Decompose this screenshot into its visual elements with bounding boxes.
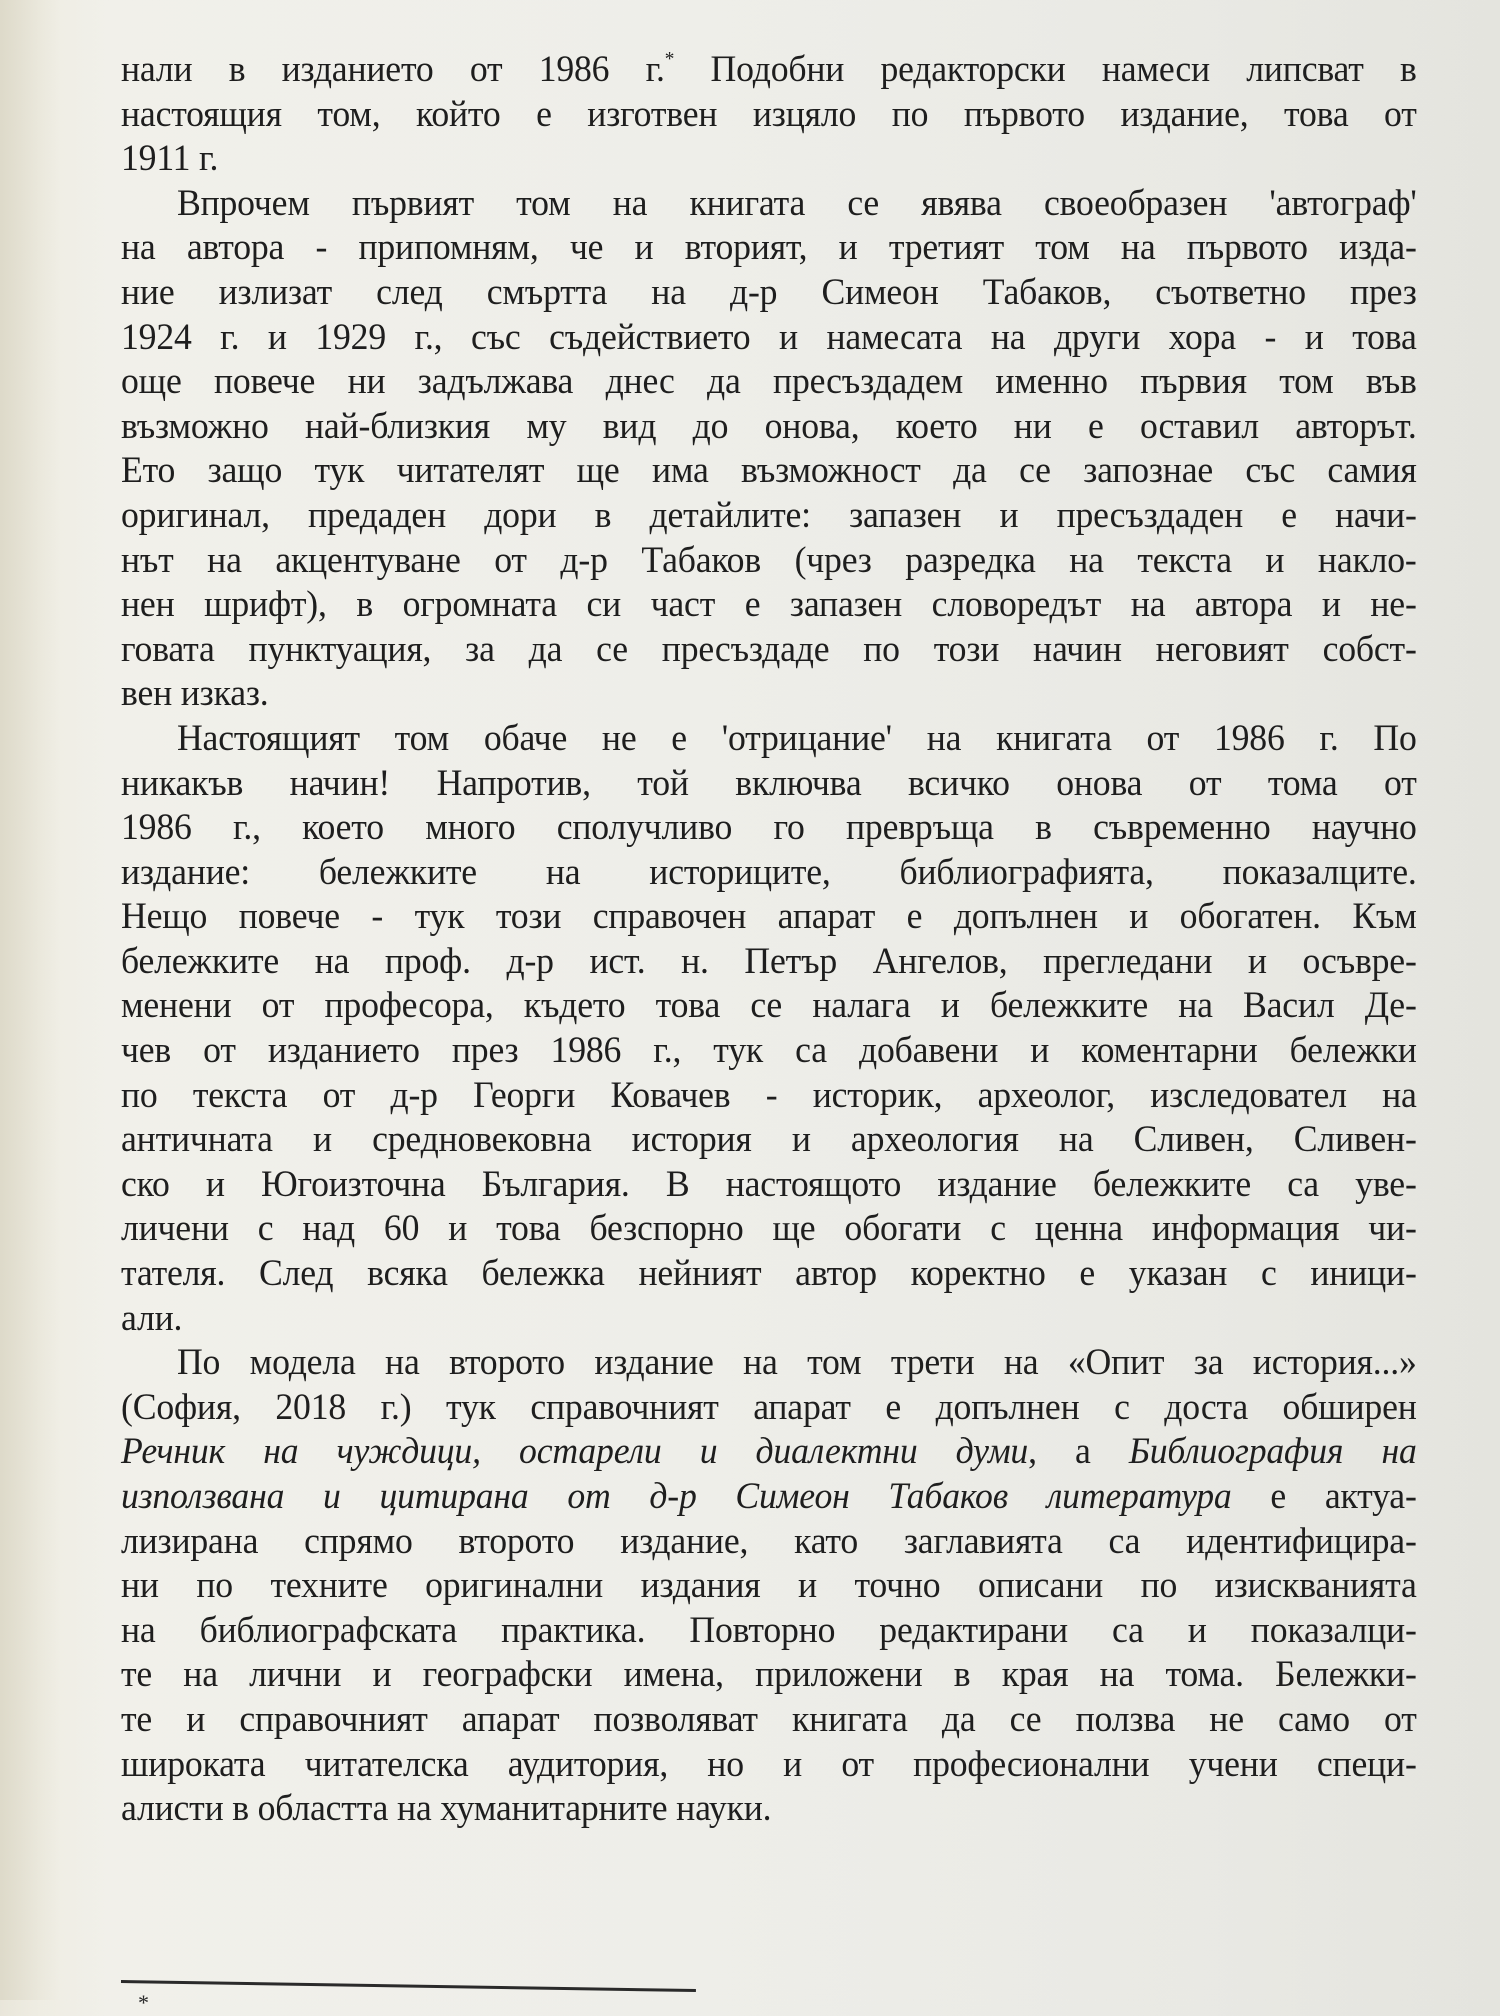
italic-title: Библиография на <box>1128 1431 1417 1473</box>
line-text: още повече ни задължава днес да пресъздадем именно първия том във <box>121 361 1417 403</box>
text-line <box>121 1787 1417 1832</box>
text-line <box>121 1653 1417 1698</box>
italic-title: Речник на чуждици, остарели и диалектни думи <box>121 1431 1029 1473</box>
line-text: 1924 г. и 1929 г., със съдействието и намесата на други хора - и това <box>121 316 1417 358</box>
text-line <box>121 1163 1417 1208</box>
text-line <box>121 1564 1417 1609</box>
line-text: Настоящият том обаче не е 'отрицание' на книгата от 1986 г. По <box>176 717 1417 759</box>
line-text: на библиографската практика. Повторно редактирани са и показалци- <box>121 1609 1417 1651</box>
text-line <box>121 851 1417 896</box>
line-text: настоящия том, който е изготвен изцяло по първото издание, това от <box>121 93 1417 135</box>
text-line <box>121 1609 1417 1654</box>
text-line <box>121 316 1417 361</box>
line-text: Ето защо тук читателят ще има възможност да се запознае със самия <box>121 450 1417 492</box>
footnote-marker: * <box>138 1990 149 2015</box>
text-line <box>121 1475 1417 1520</box>
text-line <box>121 494 1417 539</box>
line-text: лизирана спрямо второто издание, като заглавията са идентифицира- <box>121 1520 1417 1562</box>
line-text: Нещо повече - тук този справочен апарат е допълнен и обогатен. Към <box>121 896 1417 938</box>
line-text: личени с над 60 и това безспорно ще обогати с ценна информация чи- <box>121 1208 1417 1250</box>
text-line <box>121 940 1417 985</box>
line-text: вен изказ. <box>121 673 269 715</box>
paragraph <box>121 717 1417 1341</box>
footnote-reference[interactable]: * <box>664 48 675 70</box>
text-line <box>121 583 1417 628</box>
text-line <box>121 1297 1417 1342</box>
line-text: , а <box>1028 1431 1129 1473</box>
line-text: 1986 г., което много сполучливо го превръща в съвременно научно <box>121 807 1417 849</box>
text-line <box>121 539 1417 584</box>
line-text: по текста от д-р Георги Ковачев - историк, археолог, изследовател на <box>121 1074 1417 1116</box>
line-text: нен шрифт), в огромната си част е запазен словоредът на автора и не- <box>121 584 1417 626</box>
text-line <box>121 1118 1417 1163</box>
line-text: чев от изданието през 1986 г., тук са добавени и коментарни бележки <box>121 1030 1417 1072</box>
line-text: те и справочният апарат позволяват книгата да се ползва не само от <box>121 1698 1417 1740</box>
text-line <box>121 1252 1417 1297</box>
text-line <box>121 1698 1417 1743</box>
text-line <box>121 93 1417 138</box>
line-text: ни по техните оригинални издания и точно описани по изискванията <box>121 1565 1417 1607</box>
italic-title: използвана и цитирана от д-р Симеон Табаков литература <box>121 1476 1232 1517</box>
text-line <box>121 182 1417 227</box>
line-text: античната и средновековна история и археология на Сливен, Сливен- <box>121 1119 1417 1161</box>
line-text: бележките на проф. д-р ист. н. Петър Ангелов, прегледани и осъвре- <box>121 940 1417 982</box>
text-line <box>121 137 1417 182</box>
line-text: говата пунктуация, за да се пресъздаде по този начин неговият собст- <box>121 628 1417 670</box>
line-text: нът на акцентуване от д-р Табаков (чрез разредка на текста и накло- <box>121 539 1417 581</box>
text-line <box>121 717 1417 762</box>
text-line <box>121 1341 1417 1386</box>
line-text: али. <box>121 1297 183 1339</box>
line-text: По модела на второто издание на том трети на «Опит за история...» <box>176 1342 1417 1384</box>
text-line <box>121 1743 1417 1788</box>
line-text: нали в изданието от 1986 г. <box>121 49 665 90</box>
text-line <box>121 226 1417 271</box>
line-text: алисти в областта на хуманитарните науки. <box>121 1788 772 1830</box>
text-line <box>121 1207 1417 1252</box>
text-line <box>121 895 1417 940</box>
text-line <box>121 1520 1417 1565</box>
text-line <box>121 672 1417 717</box>
text-line <box>121 806 1417 851</box>
line-text: менени от професора, където това се налага и бележките на Васил Де- <box>121 985 1417 1027</box>
line-text: ско и Югоизточна България. В настоящото издание бележките са уве- <box>121 1163 1417 1205</box>
line-text: възможно най-близкия му вид до онова, което ни е оставил авторът. <box>121 405 1417 447</box>
text-line <box>121 762 1417 807</box>
text-line <box>121 449 1417 494</box>
text-line <box>121 360 1417 405</box>
text-line <box>121 271 1417 316</box>
body-text <box>121 48 1417 1832</box>
line-text: оригинал, предаден дори в детайлите: запазен и пресъздаден е начи- <box>121 494 1417 536</box>
line-text: издание: бележките на историците, библиографията, показалците. <box>121 851 1417 893</box>
text-line <box>121 1430 1417 1475</box>
line-text: никакъв начин! Напротив, той включва всичко онова от тома от <box>121 762 1417 804</box>
line-text: е актуа- <box>1231 1476 1417 1517</box>
text-line <box>121 1074 1417 1119</box>
footnote-separator <box>121 1980 696 1992</box>
line-text: 1911 г. <box>121 138 219 180</box>
line-text: широката читателска аудитория, но и от професионални учени специ- <box>121 1743 1417 1785</box>
text-line <box>121 628 1417 673</box>
line-text: ние излизат след смъртта на д-р Симеон Табаков, съответно през <box>121 271 1417 313</box>
paragraph <box>121 1341 1417 1832</box>
paragraph <box>121 48 1417 182</box>
line-text: тателя. След всяка бележка нейният автор коректно е указан с иници- <box>121 1253 1417 1295</box>
paragraph <box>121 182 1417 717</box>
text-line <box>121 1386 1417 1431</box>
line-text: на автора - припомням, че и вторият, и третият том на първото изда- <box>121 227 1417 269</box>
text-line <box>121 48 1417 93</box>
line-text: Подобни редакторски намеси липсват в <box>674 49 1417 90</box>
page-gutter-shadow <box>0 0 60 2000</box>
line-text: (София, 2018 г.) тук справочният апарат е допълнен с доста обширен <box>121 1386 1417 1428</box>
line-text: те на лични и географски имена, приложени в края на тома. Бележки- <box>121 1654 1417 1696</box>
text-line <box>121 984 1417 1029</box>
text-line <box>121 405 1417 450</box>
text-line <box>121 1029 1417 1074</box>
line-text: Впрочем първият том на книгата се явява своеобразен 'автограф' <box>176 182 1417 224</box>
